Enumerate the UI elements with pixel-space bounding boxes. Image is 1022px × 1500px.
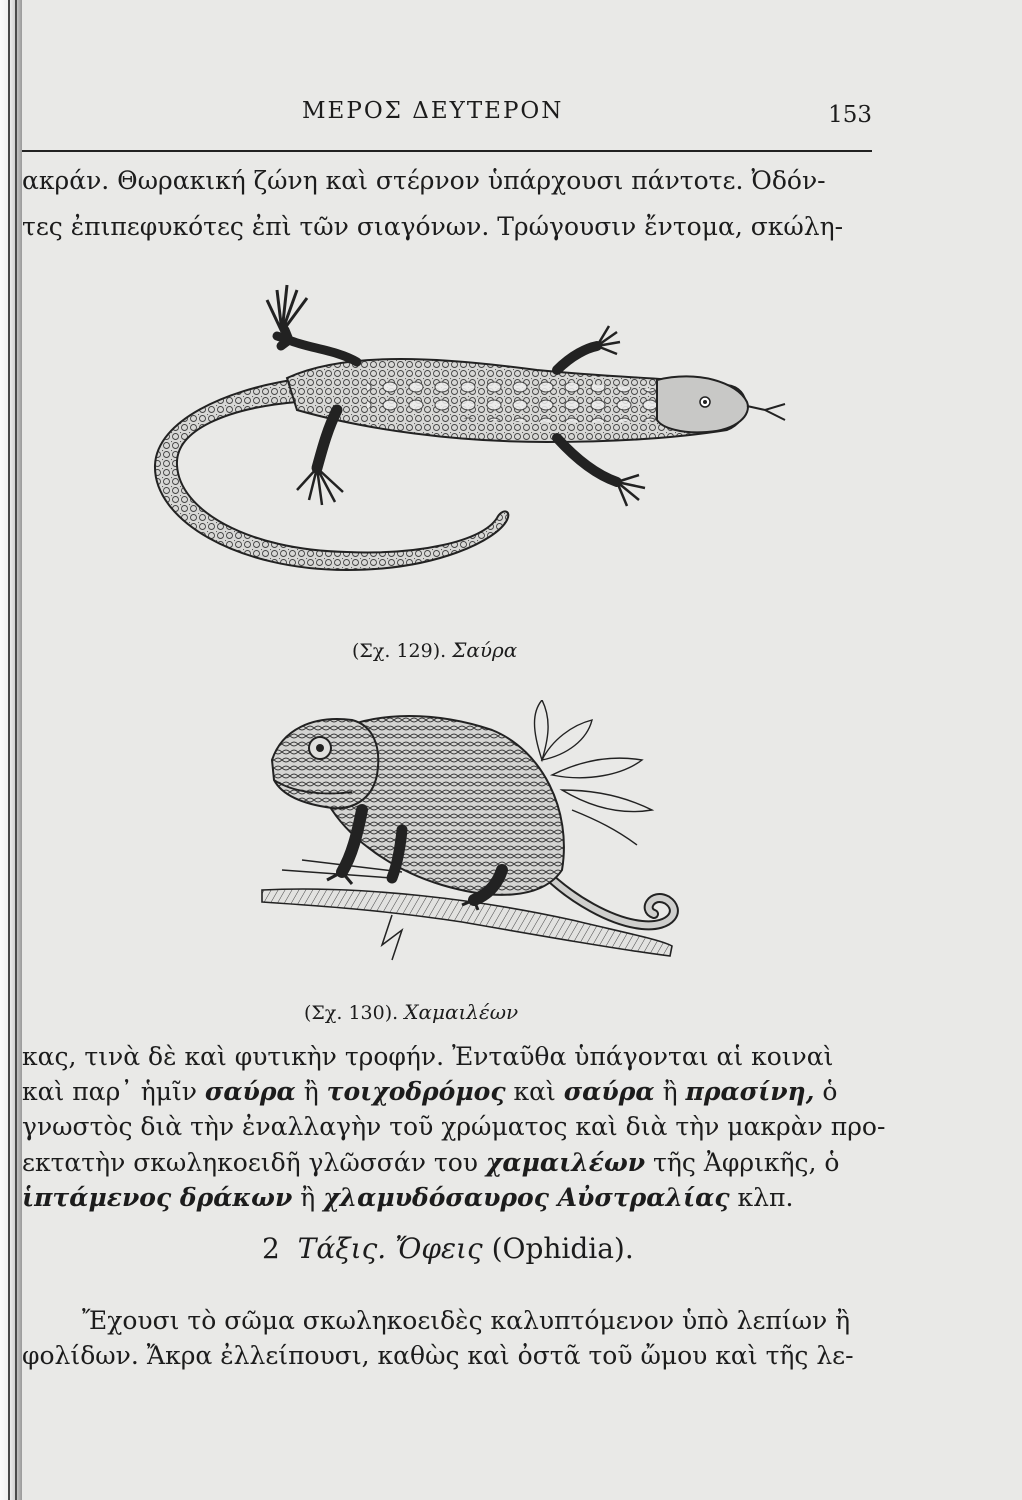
term: τοιχοδρόμος — [326, 1077, 506, 1106]
text-line: Ἔχουσι τὸ σῶμα σκωληκοειδὲς καλυπτόμενον ὑπὸ λεπίων ἢ — [82, 1306, 851, 1335]
text-line: ακράν. Θωρακική ζώνη καὶ στέρνον ὑπάρχουσι πάντοτε. Ὀδόν- — [22, 166, 826, 195]
section-name: Ὄφεις — [395, 1232, 483, 1265]
term: σαύρα — [204, 1077, 296, 1106]
text-line: φολίδων. Ἄκρα ἐλλείπουσι, καθὼς καὶ ὀστᾶ τοῦ ὤμου καὶ τῆς λε- — [22, 1341, 854, 1370]
figure-caption — [304, 1000, 518, 1024]
section-word: Τάξις. — [297, 1232, 387, 1265]
lizard-illustration — [117, 270, 797, 600]
chameleon-illustration — [242, 700, 702, 990]
text-line: εκτατὴν σκωληκοειδῆ γλῶσσάν του χαμαιλέων τῆς Ἀφρικῆς, ὁ — [22, 1148, 840, 1177]
term: χλαμυδόσαυρος Αὐστραλίας — [323, 1183, 730, 1212]
term: σαύρα — [563, 1077, 655, 1106]
running-header — [22, 92, 872, 136]
term: χαμαιλέων — [485, 1148, 646, 1177]
figure-number: (Σχ. 129). — [352, 640, 447, 662]
book-page — [22, 0, 1022, 1500]
term: ἱπτάμενος δράκων — [22, 1183, 293, 1212]
section-latin: (Ophidia). — [491, 1232, 634, 1265]
text-line: γνωστὸς διὰ τὴν ἐναλλαγὴν τοῦ χρώματος καὶ διὰ τὴν μακρὰν προ- — [22, 1112, 886, 1141]
binding-line — [8, 0, 10, 1500]
text-line: ἱπτάμενος δράκων ἢ χλαμυδόσαυρος Αὐστραλίας κλπ. — [22, 1183, 794, 1212]
term: πρασίνη, — [685, 1077, 815, 1106]
figure-caption — [352, 638, 517, 662]
page-number: 153 — [828, 102, 872, 128]
header-rule — [22, 150, 872, 152]
text-line: τες ἐπιπεφυκότες ἐπὶ τῶν σιαγόνων. Τρώγουσιν ἔντομα, σκώλη- — [22, 212, 844, 241]
text-line: καὶ παρ᾽ ἡμῖν σαύρα ἢ τοιχοδρόμος καὶ σαύρα ἢ πρασίνη, ὁ — [22, 1077, 838, 1106]
text-line: κας, τινὰ δὲ καὶ φυτικὴν τροφήν. Ἐνταῦθα ὑπάγονται αἱ κοιναὶ — [22, 1042, 834, 1071]
book-binding-edge — [0, 0, 22, 1500]
binding-line — [15, 0, 17, 1500]
header-title: ΜΕΡΟΣ ΔΕΥΤΕΡΟΝ — [302, 98, 564, 124]
section-heading — [262, 1232, 634, 1265]
section-number: 2 — [262, 1232, 280, 1265]
figure-name: Χαμαιλέων — [404, 1000, 519, 1024]
figure-number: (Σχ. 130). — [304, 1002, 399, 1024]
figure-name: Σαύρα — [452, 638, 518, 662]
